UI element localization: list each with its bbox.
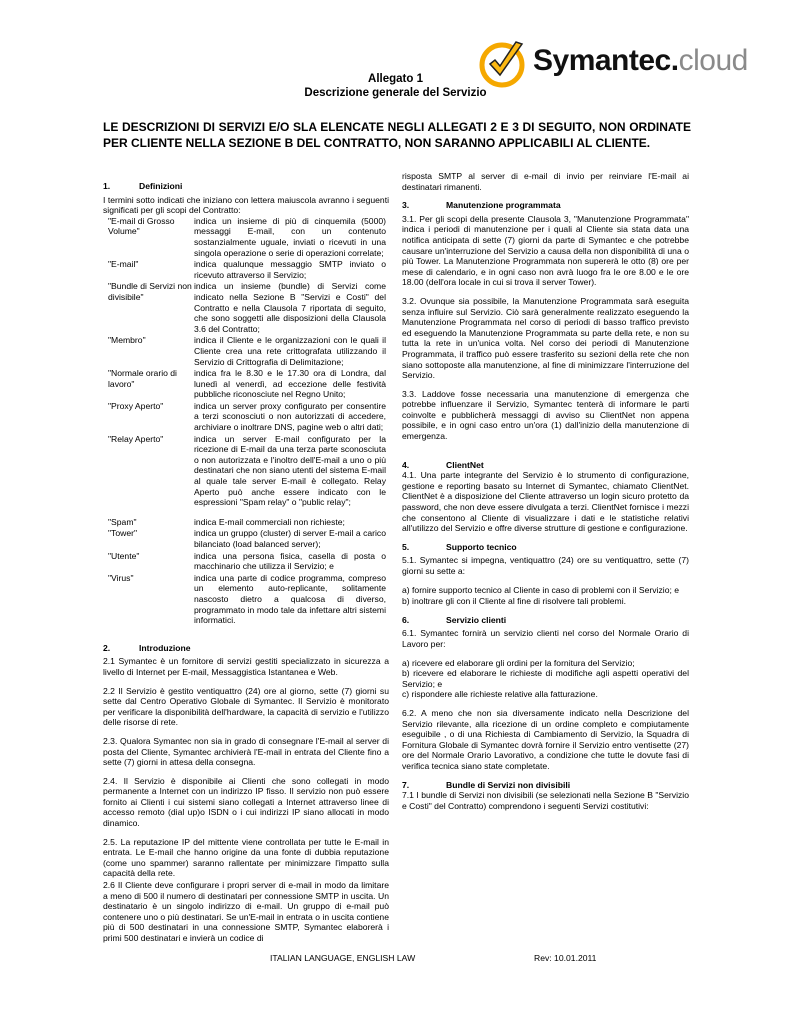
definition-item: "Membro" indica il Cliente e le organizzazioni con le quali il Cliente crea una rete crittografata utilizzando il Servizio di Crittografia di Delimitazione; bbox=[108, 335, 386, 367]
paragraph-2-6-continued: risposta SMTP al server di e-mail di invio per reinviare l'E-mail ai destinatari rimanenti. bbox=[402, 171, 689, 192]
section-heading-2: 2. Introduzione bbox=[103, 642, 191, 653]
left-column bbox=[103, 175, 389, 944]
paragraph-2-4: 2.4. Il Servizio è disponibile ai Clienti che sono collegati in modo permanente a Internet con un indirizzo IP fisso. Il servizio non può essere fornito ai Clienti i cui sistemi siano collegati a Internet attraverso linee di accesso remoto (dial up)o ISDN o i cui indirizzi IP siano allocati in modo dinamico. bbox=[103, 775, 389, 829]
main-heading: LE DESCRIZIONI DI SERVIZI E/O SLA ELENCATE NEGLI ALLEGATI 2 E 3 DI SEGUITO, NON ORDINATE PER CLIENTE NELLA SEZIONE B DEL CONTRATTO, NON SARANNO APPLICABILI AL CLIENTE. bbox=[103, 120, 691, 150]
definition-item: "Normale orario di lavoro" indica fra le 8.30 e le 17.30 ora di Londra, dal lunedì al venerdì, ad eccezione delle festività pubbliche riconosciute nel Regno Unito; bbox=[108, 368, 386, 400]
paragraph-3-2: 3.2. Ovunque sia possibile, la Manutenzione Programmata sarà eseguita senza influire sul Servizio. Ciò sarà generalmente realizzato eseguendo la Manutenzione Programmata nel corso di periodi di basso traffico previsto ed eseguendo la Manutenzione Programmata su parte della rete, e non su tutta la rete in un'unica volta. Nel corso dei periodi di Manutenzione Programmata, il traffico può essere trasferito su sezioni della rete che non siano sottoposte alla manutenzione, al fine di minimizzare l'interruzione del Servizio. bbox=[402, 295, 689, 381]
paragraph-2-6: 2.6 Il Cliente deve configurare i propri server di e-mail in modo da limitare a meno di 500 il numero di destinatari per connessione SMTP in uscita. Un destinatario è un singolo indirizzo di e-mail. Un gruppo di e-mail può contenere uno o più destinatari. Se un'E-mail in entrata o in uscita contiene più di 500 destinatari in una connessione SMTP, Symantec elaborerà i primi 500 destinatari e invierà un codice di bbox=[103, 880, 389, 943]
paragraph-3-3: 3.3. Laddove fosse necessaria una manutenzione di emergenza che potrebbe influenzare il Servizio, Symantec tenterà di informare le parti coinvolte e pubblicherà messaggi di avviso su ClientNet non appena possibile, e in ogni caso entro un'ora (1) dall'inizio della manutenzione di emergenza. bbox=[402, 388, 689, 442]
right-column bbox=[402, 171, 689, 819]
definition-item: "Tower" indica un gruppo (cluster) di server E-mail a carico bilanciato (load balanced server); bbox=[108, 528, 386, 549]
paragraph-6-2: 6.2. A meno che non sia diversamente indicato nella Descrizione del Servizio rilevante, alla ricezione di un ordine completo e compiutamente eseguibile , o di una Richiesta di Cambiamento di Servizio, la Squadra di Fornitura Globale di Symantec dovrà fornire il Servizio entro ventisette (27) ore del Normale Orario Lavorativo, a condizione che tutte le dovute fasi di verifica tecnica siano state completate. bbox=[402, 707, 689, 771]
paragraph-6-1-b: b) ricevere ed elaborare le richieste di modifiche agli aspetti operativi del Servizio; e bbox=[402, 668, 689, 689]
section-heading-5: 5. Supporto tecnico bbox=[402, 541, 517, 552]
footer-law: ITALIAN LANGUAGE, ENGLISH LAW bbox=[270, 953, 416, 963]
logo-wordmark: Symantec.cloud bbox=[533, 44, 748, 77]
definition-item: "Relay Aperto" indica un server E-mail configurato per la ricezione di E-mail da una terza parte sconosciuta o non autorizzata e l'inoltro dell'E-mail a uno o più destinatari che non siano utenti del sistema E-mail al quale tale server E-mail è collegato. Relay Aperto può anche essere indicato con le espressioni "Spam relay" o "public relay"; bbox=[108, 433, 386, 508]
paragraph-4-1: 4.1. Una parte integrante del Servizio è lo strumento di configurazione, gestione e reporting basato su Internet di Symantec, chiamato ClientNet. ClientNet è a disposizione del Cliente attraverso un login sicuro protetto da password, che non deve essere divulgata a terzi. ClientNet fornisce i mezzi che consentono al Cliente di visualizzare i dati e le statistiche relativi all'utilizzo del Servizio e offre diverse strutture di gestione e configurazione. bbox=[402, 470, 689, 534]
paragraph-3-1: 3.1. Per gli scopi della presente Clausola 3, "Manutenzione Programmata" indica i periodi di manutenzione per i quali al Cliente sia stata data una notifica anticipata di sette (7) giorni da parte di Symantec e che potrebbe causare un'interruzione del Servizio a causa della non disponibilità di una o più Tower. La Manutenzione Programmata non supererà le otto (8) ore per mese di calendario, e in ogni caso non avrà luogo fra le ore 8.00 e le ore 18.00 (dell'ora locale in cui si trova il server Tower). bbox=[402, 213, 689, 288]
definition-item: "Spam" indica E-mail commerciali non richieste; bbox=[108, 516, 345, 527]
section-heading-1: 1. Definizioni bbox=[103, 181, 183, 191]
definition-item: "Bundle di Servizi non divisibile" indica un insieme (bundle) di Servizi come indicato nella Sezione B "Servizi e Costi" del Contratto e nella Clausola 7 riportata di seguito, che sono soggetti alle disposizioni della Clausola 3.6 del Contratto; bbox=[108, 281, 386, 334]
annex-number: Allegato 1 bbox=[368, 73, 423, 85]
section-heading-6: 6. Servizio clienti bbox=[402, 614, 507, 625]
paragraph-6-1: 6.1. Symantec fornirà un servizio clienti nel corso del Normale Orario di Lavoro per: bbox=[402, 628, 689, 649]
definitions-intro: I termini sotto indicati che iniziano con lettera maiuscola avranno i seguenti significati per gli scopi del Contratto: bbox=[103, 194, 389, 216]
definition-item: "Utente" indica una persona fisica, casella di posta o macchinario che utilizza il Servizio; e bbox=[108, 550, 386, 572]
paragraph-2-1: 2.1 Symantec è un fornitore di servizi gestiti specializzato in sicurezza a livello di Internet per E-mail, Messaggistica Istantanea e Web. bbox=[103, 656, 389, 677]
annex-title: Descrizione generale del Servizio bbox=[304, 87, 487, 99]
definition-item: "Proxy Aperto" indica un server proxy configurato per consentire a terzi sconosciuti o non autorizzati di accedere, archiviare o inoltrare DNS, pagine web o altri dati; bbox=[108, 400, 386, 433]
paragraph-6-1-c: c) rispondere alle richieste relative alla fatturazione. bbox=[402, 689, 598, 700]
document-title bbox=[0, 72, 791, 100]
definitions-list bbox=[108, 216, 389, 626]
paragraph-2-5: 2.5. La reputazione IP del mittente viene controllata per tutte le E-mail in entrata. Le E-mail che hanno origine da una fonte di dubbia reputazione (come uno spammer) saranno rallentate per minimizzare l'impatto sulla capacità della rete. bbox=[103, 836, 389, 879]
section-heading-3: 3. Manutenzione programmata bbox=[402, 200, 561, 211]
definition-item: "Virus" indica una parte di codice programma, compreso un elemento auto-replicante, solitamente nascosto dietro a qualcosa di diverso, programmato in modo tale da infettare altri sistemi informatici. bbox=[108, 572, 386, 626]
paragraph-2-2: 2.2 Il Servizio è gestito ventiquattro (24) ore al giorno, sette (7) giorni su sette dal Centro Operativo Globale di Symantec. Il Servizio è monitorato per verificare la disponibilità dell'hardware, la capacità di servizio e l'utilizzo delle risorse di rete. bbox=[103, 685, 389, 728]
paragraph-6-1-a: a) ricevere ed elaborare gli ordini per la fornitura del Servizio; bbox=[402, 657, 635, 668]
paragraph-2-3: 2.3. Qualora Symantec non sia in grado di consegnare l'E-mail al server di posta del Cliente, Symantec archivierà l'E-mail in entrata del Cliente fino a sette (7) giorni in attesa della consegna. bbox=[103, 735, 389, 768]
paragraph-5-1-b: b) inoltrare gli con il Cliente al fine di risolvere tali problemi. bbox=[402, 596, 627, 607]
paragraph-5-1: 5.1. Symantec si impegna, ventiquattro (24) ore su ventiquattro, sette (7) giorni su sette a: bbox=[402, 555, 689, 576]
section-heading-7: 7. Bundle di Servizi non divisibili bbox=[402, 779, 571, 790]
definition-item: "E-mail" indica qualunque messaggio SMTP inviato o ricevuto attraverso il Servizio; bbox=[108, 259, 386, 280]
paragraph-5-1-a: a) fornire supporto tecnico al Cliente in caso di problemi con il Servizio; e bbox=[402, 584, 680, 595]
definition-item: "E-mail di Grosso Volume" indica un insieme di più di cinquemila (5000) messaggi E-mail, con un contenuto sostanzialmente uguale, inviati o ricevuti in una singola operazione o serie di operazioni correlate; bbox=[108, 215, 386, 258]
paragraph-7-1: 7.1 I bundle di Servizi non divisibili (se selezionati nella Sezione B "Servizio e Costi" del Contratto) comprendono i seguenti Servizi costitutivi: bbox=[402, 790, 689, 811]
footer-revision: Rev: 10.01.2011 bbox=[534, 953, 597, 963]
section-heading-4: 4. ClientNet bbox=[402, 459, 484, 470]
